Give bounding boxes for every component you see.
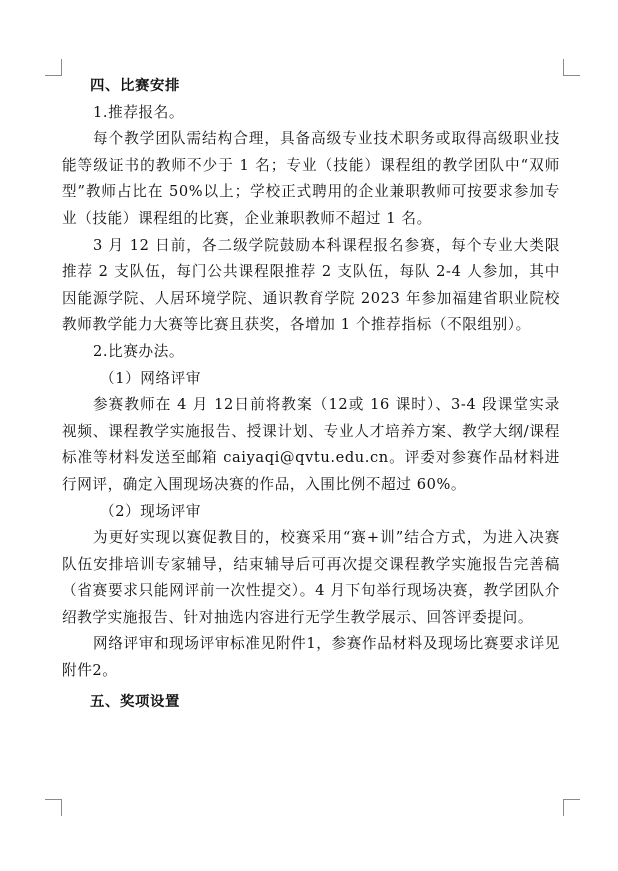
paragraph-annex-reference: 网络评审和现场评审标准见附件1，参赛作品材料及现场比赛要求详见附件2。 — [62, 635, 560, 680]
item-title-competition-method: 2.比赛办法。 — [93, 342, 185, 360]
subitem-title-onsite-review: （2）现场评审 — [100, 502, 202, 520]
crop-mark-top-right — [563, 59, 580, 76]
paragraph-recommendation-quota: 3 月 12 日前，各二级学院鼓励本科课程报名参赛，每个专业大类限推荐 2 支队伍，每门公共课程限推荐 2 支队伍，每队 2-4 人参加，其中因能源学院、人居环境学院、通识教育学院 2023 年参加福建省职业院校教师教学能力大赛等比赛且获奖，各增加 1 个推荐指标（不限组别）。 — [62, 236, 560, 334]
subitem-title-online-review: （1）网络评审 — [100, 369, 202, 387]
section-heading-awards: 五、奖项设置 — [90, 693, 180, 710]
document-body — [62, 73, 560, 715]
section-heading-competition-arrangement: 四、比赛安排 — [90, 78, 180, 94]
crop-mark-bottom-right — [563, 799, 580, 816]
paragraph-online-review: 参赛教师在 4 月 12日前将教案（12或 16 课时）、3-4 段课堂实录视频、课程教学实施报告、授课计划、专业人才培养方案、教学大纲/课程标准等材料发送至邮箱 caiyaqi@qvtu.edu.cn。评委对参赛作品材料进行网评，确定入围现场决赛的作品，入围比例不超过 60%。 — [62, 396, 560, 493]
paragraph-team-requirements: 每个教学团队需结构合理，具备高级专业技术职务或取得高级职业技能等级证书的教师不少于 1 名；专业（技能）课程组的教学团队中“双师型”教师占比在 50%以上；学校正式聘用的企业兼职教师可按要求参加专业（技能）课程组的比赛，企业兼职教师不超过 1 名。 — [62, 130, 560, 227]
item-title-recommendation: 1.推荐报名。 — [93, 103, 185, 121]
crop-mark-top-left — [45, 59, 62, 76]
crop-mark-bottom-left — [45, 799, 62, 816]
paragraph-onsite-review: 为更好实现以赛促教目的，校赛采用“赛+训”结合方式，为进入决赛队伍安排培训专家辅导，结束辅导后可再次提交课程教学实施报告完善稿（省赛要求只能网评前一次性提交）。4 月下旬举行现场决赛，教学团队介绍教学实施报告、针对抽选内容进行无学生教学展示、回答评委提问。 — [62, 529, 560, 626]
